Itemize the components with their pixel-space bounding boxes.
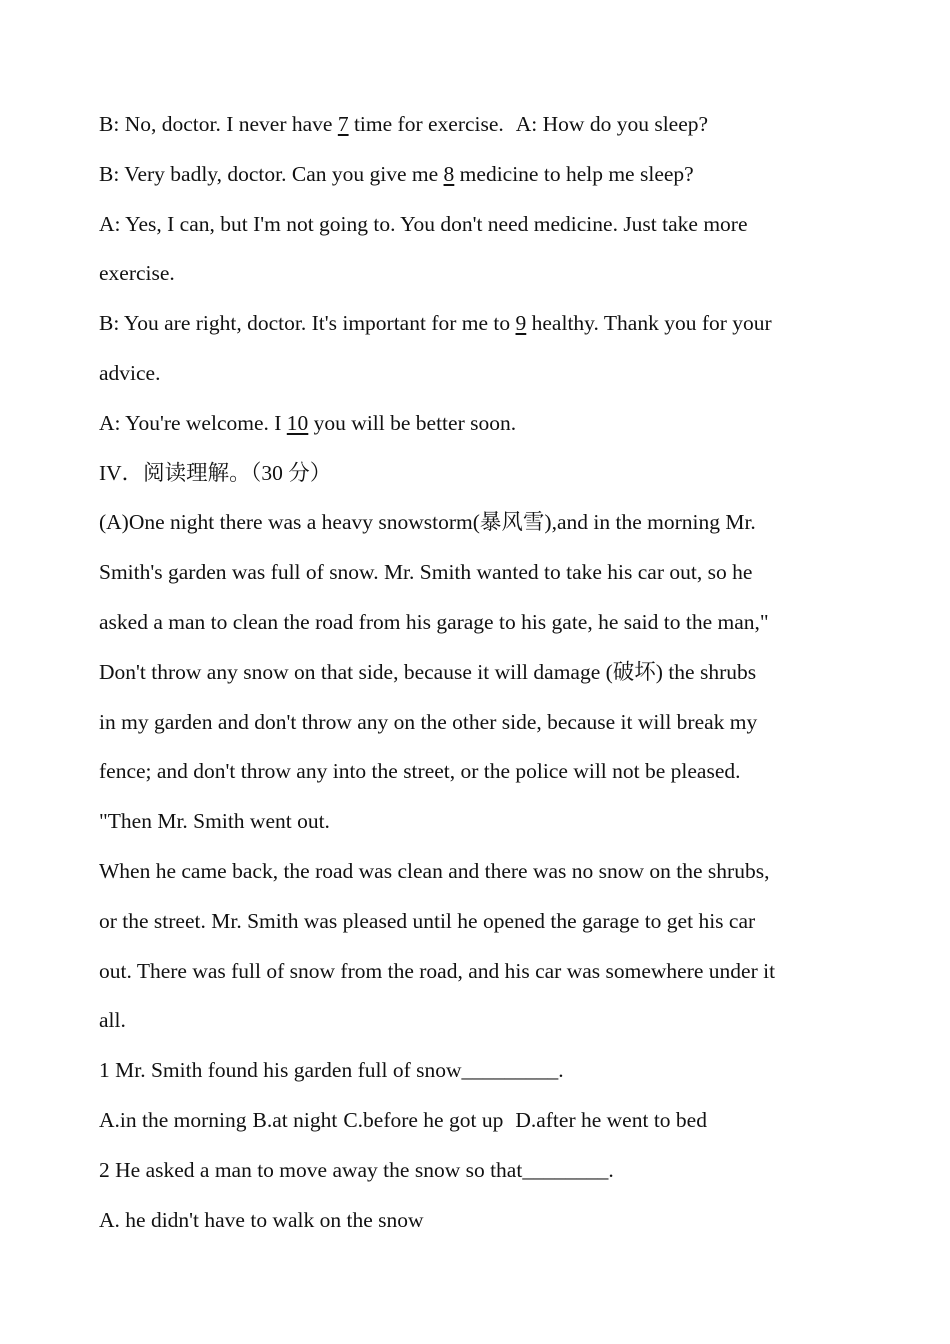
dialogue-text: B: Very badly, doctor. Can you give me (99, 161, 444, 186)
dialogue-line-6: advice. (99, 360, 161, 385)
question-2-option-a: A. he didn't have to walk on the snow (99, 1207, 424, 1232)
dialogue-line-3: A: Yes, I can, but I'm not going to. You don't need medicine. Just take more (99, 211, 748, 236)
passage-line: or the street. Mr. Smith was pleased until he opened the garage to get his car (99, 908, 756, 933)
passage-line: When he came back, the road was clean and there was no snow on the shrubs, (99, 858, 770, 883)
document-page (99, 100, 859, 1245)
blank-number-9: 9 (515, 311, 527, 336)
passage-line: "Then Mr. Smith went out. (99, 809, 330, 834)
passage-line: fence; and don't throw any into the street, or the police will not be pleased. (99, 759, 741, 784)
passage-line: in my garden and don't throw any on the other side, because it will break my (99, 709, 758, 734)
dialogue-text: healthy. Thank you for your (526, 311, 772, 336)
dialogue-line-1 (99, 100, 859, 150)
passage-line: Don't throw any snow on that side, because it will damage (破坏) the shrubs (99, 659, 757, 684)
dialogue-text: A: How do you sleep? (515, 112, 709, 136)
option-a: A.in the morning (99, 1107, 247, 1132)
blank-number-10: 10 (286, 410, 309, 435)
passage-line: asked a man to clean the road from his garage to his gate, he said to the man," (99, 609, 769, 634)
blank-number-8: 8 (443, 161, 455, 186)
dialogue-line-5 (99, 299, 859, 349)
passage-line: out. There was full of snow from the road, and his car was somewhere under it (99, 958, 776, 983)
dialogue-text: time for exercise. (348, 112, 504, 136)
passage-line: Smith's garden was full of snow. Mr. Smith wanted to take his car out, so he (99, 560, 753, 585)
option-c: C.before he got up (343, 1107, 504, 1132)
question-1: 1 Mr. Smith found his garden full of snow_________. (99, 1058, 564, 1083)
passage-line: (A)One night there was a heavy snowstorm(暴风雪),and in the morning Mr. (99, 510, 756, 535)
passage-line: all. (99, 1008, 126, 1033)
dialogue-text: A: You're welcome. I (99, 410, 287, 435)
dialogue-line-2 (99, 150, 859, 200)
dialogue-line-7 (99, 399, 859, 449)
option-d: D.after he went to bed (515, 1107, 707, 1132)
blank-number-7: 7 (337, 112, 349, 136)
dialogue-text: B: You are right, doctor. It's important for me to (99, 311, 516, 336)
dialogue-text: B: No, doctor. I never have (99, 112, 338, 136)
section-heading: IV．阅读理解。（30 分） (99, 460, 332, 485)
dialogue-line-4: exercise. (99, 261, 175, 286)
dialogue-text: you will be better soon. (308, 410, 517, 435)
question-1-options (99, 1096, 859, 1146)
dialogue-text: medicine to help me sleep? (454, 161, 694, 186)
option-b: B.at night (252, 1107, 338, 1132)
question-2: 2 He asked a man to move away the snow so that________. (99, 1157, 614, 1182)
